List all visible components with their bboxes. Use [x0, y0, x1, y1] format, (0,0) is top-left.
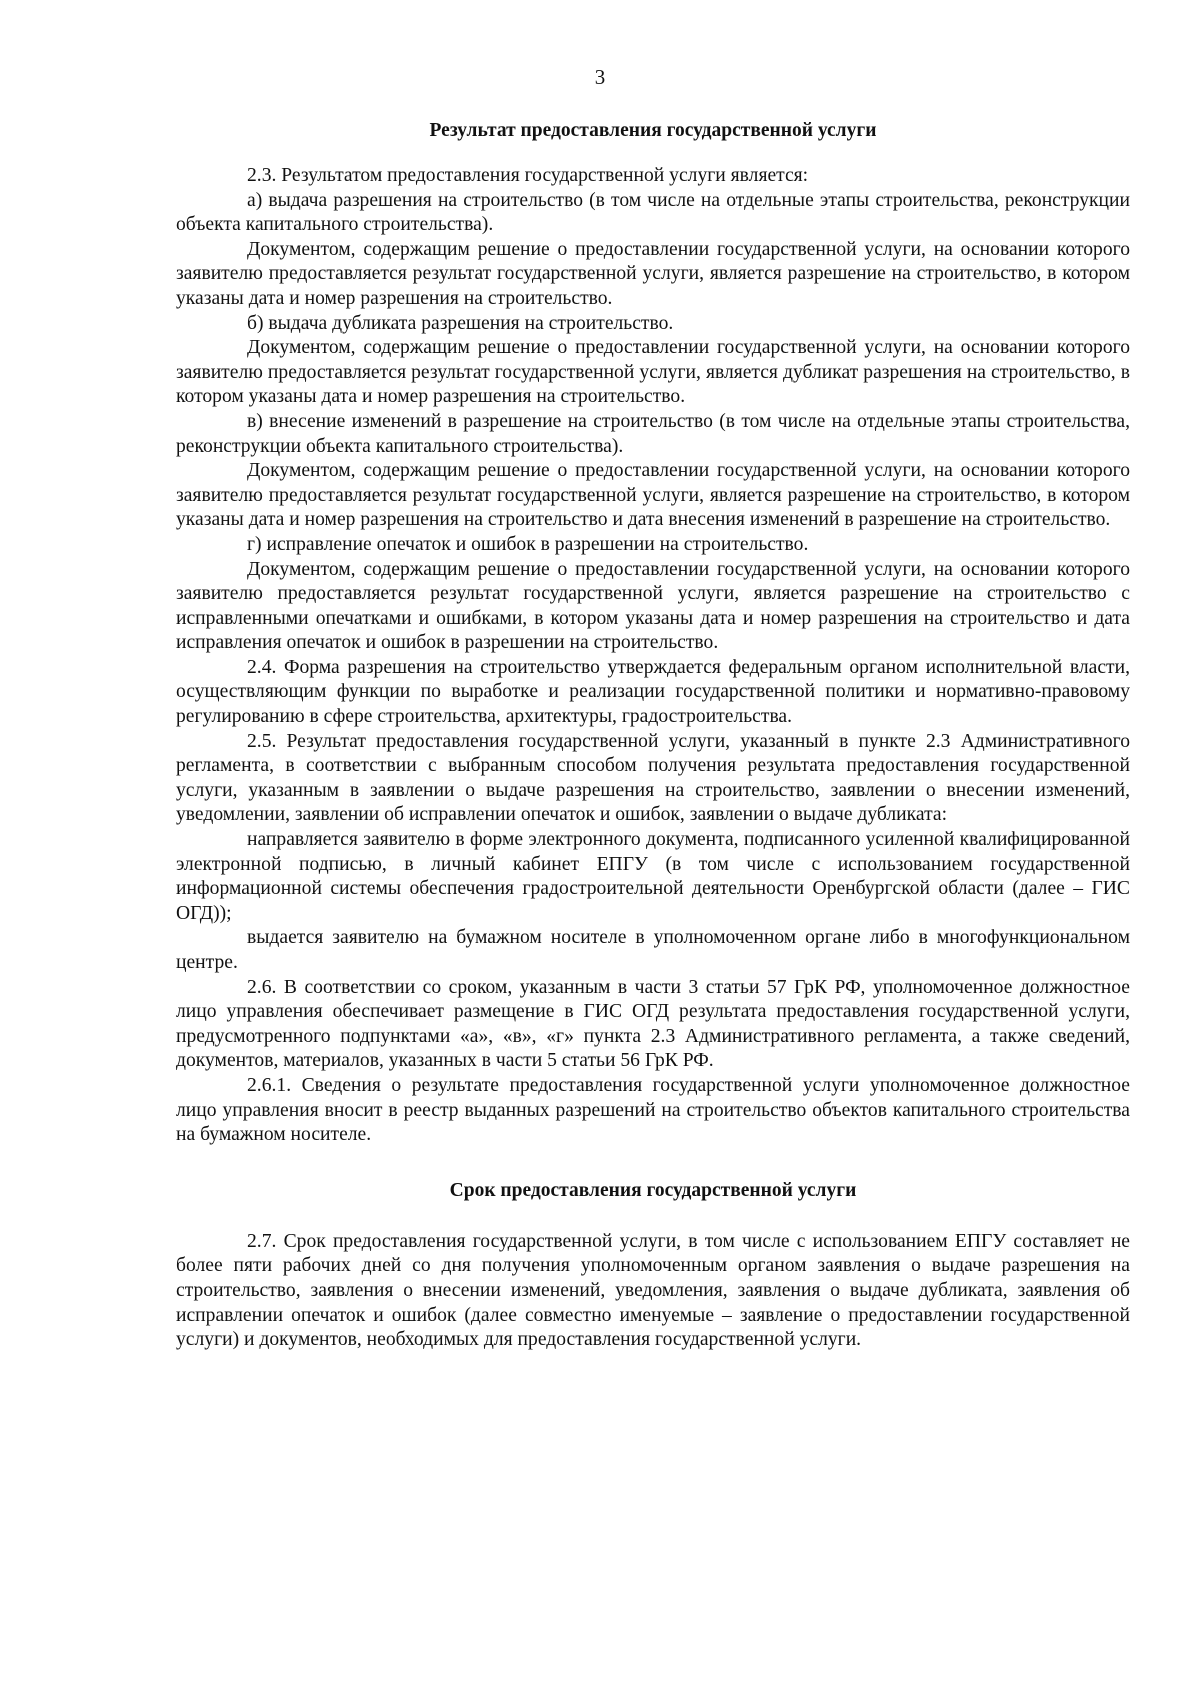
section-heading-term: Срок предоставления государственной услуги	[449, 1179, 857, 1201]
paragraph: Документом, содержащим решение о предоставлении государственной услуги, на основании которого заявителю предоставляется результат государственной услуги, является разрешение на строительство, в котором указаны дата и номер разрешения на строительство.	[176, 238, 1130, 309]
paragraph: г) исправление опечаток и ошибок в разрешении на строительство.	[247, 533, 809, 555]
paragraph: 2.4. Форма разрешения на строительство утверждается федеральным органом исполнительной власти, осуществляющим функции по выработке и реализации государственной политики и нормативно-правовому регулированию в сфере строительства, архитектуры, градостроительства.	[176, 656, 1130, 728]
paragraph: 2.3. Результатом предоставления государственной услуги является:	[247, 165, 809, 186]
paragraph: 2.6. В соответствии со сроком, указанным в части 3 статьи 57 ГрК РФ, уполномоченное должностное лицо управления обеспечивает размещение в ГИС ОГД результата предоставления государственной услуги, предусмотренного подпунктами «а», «в», «г» пункта 2.3 Административного регламента, а также сведений, документов, материалов, указанных в части 5 статьи 56 ГрК РФ.	[176, 976, 1130, 1072]
paragraph: 2.7. Срок предоставления государственной услуги, в том числе с использованием ЕПГУ составляет не более пяти рабочих дней со дня получения уполномоченным органом заявления о выдаче разрешения на строительство, заявления о внесении изменений, уведомления, заявления о выдаче дубликата, заявления об исправлении опечаток и ошибок (далее совместно именуемые – заявление о предоставлении государственной услуги) и документов, необходимых для предоставления государственной услуги.	[176, 1230, 1130, 1351]
paragraph: направляется заявителю в форме электронного документа, подписанного усиленной квалифицированной электронной подписью, в личный кабинет ЕПГУ (в том числе с использованием государственной информационной системы обеспечения градостроительной деятельности Оренбургской области (далее – ГИС ОГД));	[176, 829, 1130, 924]
paragraph: 2.5. Результат предоставления государственной услуги, указанный в пункте 2.3 Административного регламента, в соответствии с выбранным способом получения результата предоставления государственной услуги, указанным в заявлении о выдаче разрешения на строительство, заявлении о внесении изменений, уведомлении, заявлении об исправлении опечаток и ошибок, заявлении о выдаче дубликата:	[176, 730, 1130, 826]
paragraph: б) выдача дубликата разрешения на строительство.	[247, 312, 674, 334]
paragraph: Документом, содержащим решение о предоставлении государственной услуги, на основании которого заявителю предоставляется результат государственной услуги, является разрешение на строительство, в котором указаны дата и номер разрешения на строительство и дата внесения изменений в разрешение на строительство.	[176, 460, 1130, 531]
page-number: 3	[594, 65, 606, 89]
paragraph: выдается заявителю на бумажном носителе в уполномоченном органе либо в многофункциональном центре.	[176, 927, 1130, 973]
section-heading-result: Результат предоставления государственной услуги	[429, 120, 877, 141]
paragraph: 2.6.1. Сведения о результате предоставления государственной услуги уполномоченное должностное лицо управления вносит в реестр выданных разрешений на строительство объектов капитального строительства на бумажном носителе.	[176, 1074, 1130, 1146]
document-body	[176, 118, 1130, 1353]
paragraph: в) внесение изменений в разрешение на строительство (в том числе на отдельные этапы строительства, реконструкции объекта капитального строительства).	[176, 410, 1130, 457]
paragraph: Документом, содержащим решение о предоставлении государственной услуги, на основании которого заявителю предоставляется результат государственной услуги, является разрешение на строительство с исправленными опечатками и ошибками, в котором указаны дата и номер разрешения на строительство и дата исправления опечаток и ошибок в разрешении на строительство.	[176, 558, 1130, 654]
paragraph: Документом, содержащим решение о предоставлении государственной услуги, на основании которого заявителю предоставляется результат государственной услуги, является дубликат разрешения на строительство, в котором указаны дата и номер разрешения на строительство.	[176, 337, 1130, 408]
paragraph: а) выдача разрешения на строительство (в том числе на отдельные этапы строительства, реконструкции объекта капитального строительства).	[176, 189, 1130, 236]
